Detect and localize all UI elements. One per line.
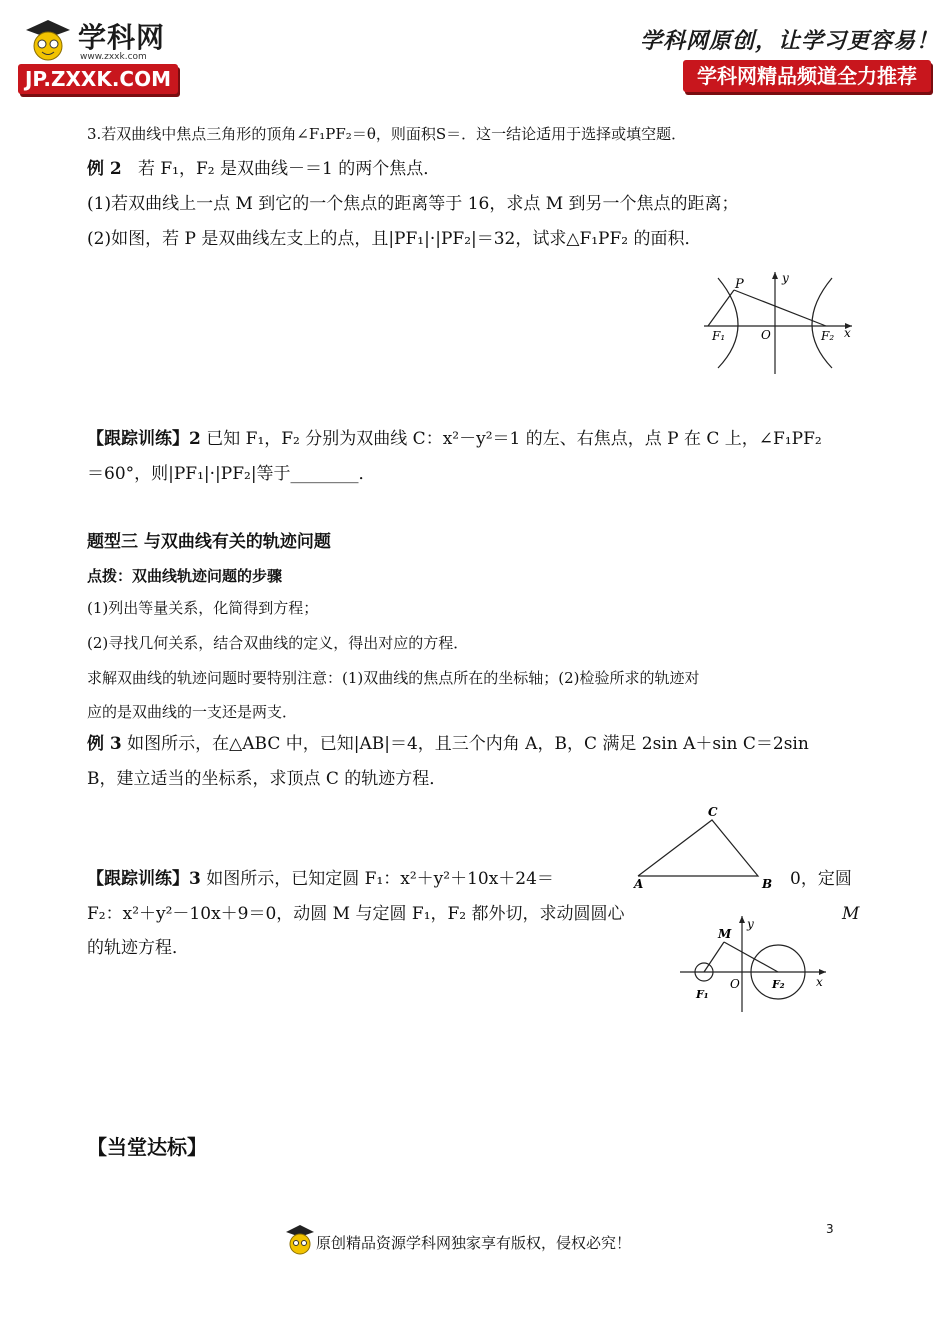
label-y-2: y (747, 917, 754, 931)
example-2 (87, 157, 440, 181)
tip-heading: 点拨：双曲线轨迹问题的步骤 (87, 567, 283, 585)
step-1: (1)列出等量关系，化简得到方程； (87, 599, 319, 617)
label-m: M (718, 927, 732, 941)
example-2-label: 例 2 (87, 159, 122, 179)
label-c: C (708, 805, 718, 819)
label-f2-2: F₂ (772, 978, 785, 991)
label-a: A (634, 877, 644, 891)
training-2-line-2: ＝60°，则|PF₁|·|PF₂|等于________． (87, 464, 376, 484)
training-3-text-a: 如图所示，已知定圆 F₁：x²＋y²＋10x＋24＝ (206, 869, 554, 889)
label-o-2: O (730, 977, 740, 991)
training-3-label: 【跟踪训练】3 (87, 869, 201, 889)
training-3-line-3: 的轨迹方程． (87, 938, 189, 958)
page-number: 3 (826, 1222, 834, 1236)
training-2-label: 【跟踪训练】2 (87, 429, 201, 449)
section-title: 题型三 与双曲线有关的轨迹问题 (87, 532, 331, 552)
note-line-1: 求解双曲线的轨迹问题时要特别注意：(1)双曲线的焦点所在的坐标轴；(2)检验所求的轨迹对 (87, 669, 700, 687)
example-2-text: 若 F₁，F₂ 是双曲线－＝1 的两个焦点． (137, 159, 441, 179)
step-2: (2)寻找几何关系，结合双曲线的定义，得出对应的方程． (87, 634, 469, 652)
example-2-part-1: (1)若双曲线上一点 M 到它的一个焦点的距离等于 16，求点 M 到另一个焦点的距离； (87, 194, 739, 214)
training-3-line-2: F₂：x²＋y²－10x＋9＝0，动圆 M 与定圆 F₁，F₂ 都外切，求动圆圆心 (87, 904, 625, 924)
label-o: O (761, 328, 771, 342)
copyright-notice: 原创精品资源学科网独家享有版权，侵权必究！ (316, 1234, 632, 1252)
training-3-line-1 (87, 867, 554, 891)
training-2-line-1 (87, 427, 822, 451)
label-f2: F₂ (821, 329, 835, 343)
example-3-label: 例 3 (87, 734, 122, 754)
label-f1-2: F₁ (696, 988, 709, 1001)
label-y: y (782, 271, 789, 285)
logo-url: www.zxxk.com (80, 52, 147, 62)
training-3-line-2-end: M (842, 904, 860, 924)
example-3-line-1 (87, 732, 809, 756)
label-x-2: x (816, 975, 823, 989)
training-3-line-1-end: 0，定圆 (790, 869, 852, 889)
logo-domain: JP.ZXXK.COM (18, 64, 178, 94)
label-f1: F₁ (712, 329, 726, 343)
banner: 学科网精品频道全力推荐 (683, 60, 931, 92)
example-3-line-2: B，建立适当的坐标系，求顶点 C 的轨迹方程． (87, 769, 447, 789)
note-line-2: 应的是双曲线的一支还是两支． (87, 703, 298, 721)
training-2-text-a: 已知 F₁，F₂ 分别为双曲线 C：x²－y²＝1 的左、右焦点，点 P 在 C 上，∠F₁PF₂ (206, 429, 822, 449)
hyperbola-figure (700, 268, 860, 378)
label-p: P (735, 277, 744, 292)
example-3-text-a: 如图所示，在△ABC 中，已知|AB|＝4，且三个内角 A，B，C 满足 2sin A＋sin C＝2sin (127, 734, 809, 754)
logo-text: 学科网 (78, 21, 166, 54)
formula-note: 3.若双曲线中焦点三角形的顶角∠F₁PF₂＝θ，则面积S＝．这一结论适用于选择或填空题． (87, 125, 687, 143)
mascot-icon (22, 16, 74, 64)
label-x: x (844, 326, 851, 340)
triangle-figure (628, 800, 778, 892)
circles-figure (676, 912, 832, 1014)
footer-mascot-icon (284, 1222, 316, 1258)
example-2-part-2: (2)如图，若 P 是双曲线左支上的点，且|PF₁|·|PF₂|＝32，试求△F₁PF₂ 的面积． (87, 229, 702, 249)
dangtang-heading: 【当堂达标】 (87, 1135, 207, 1159)
label-b: B (762, 877, 773, 891)
slogan: 学科网原创，让学习更容易！ (640, 28, 940, 54)
logo (18, 16, 183, 98)
